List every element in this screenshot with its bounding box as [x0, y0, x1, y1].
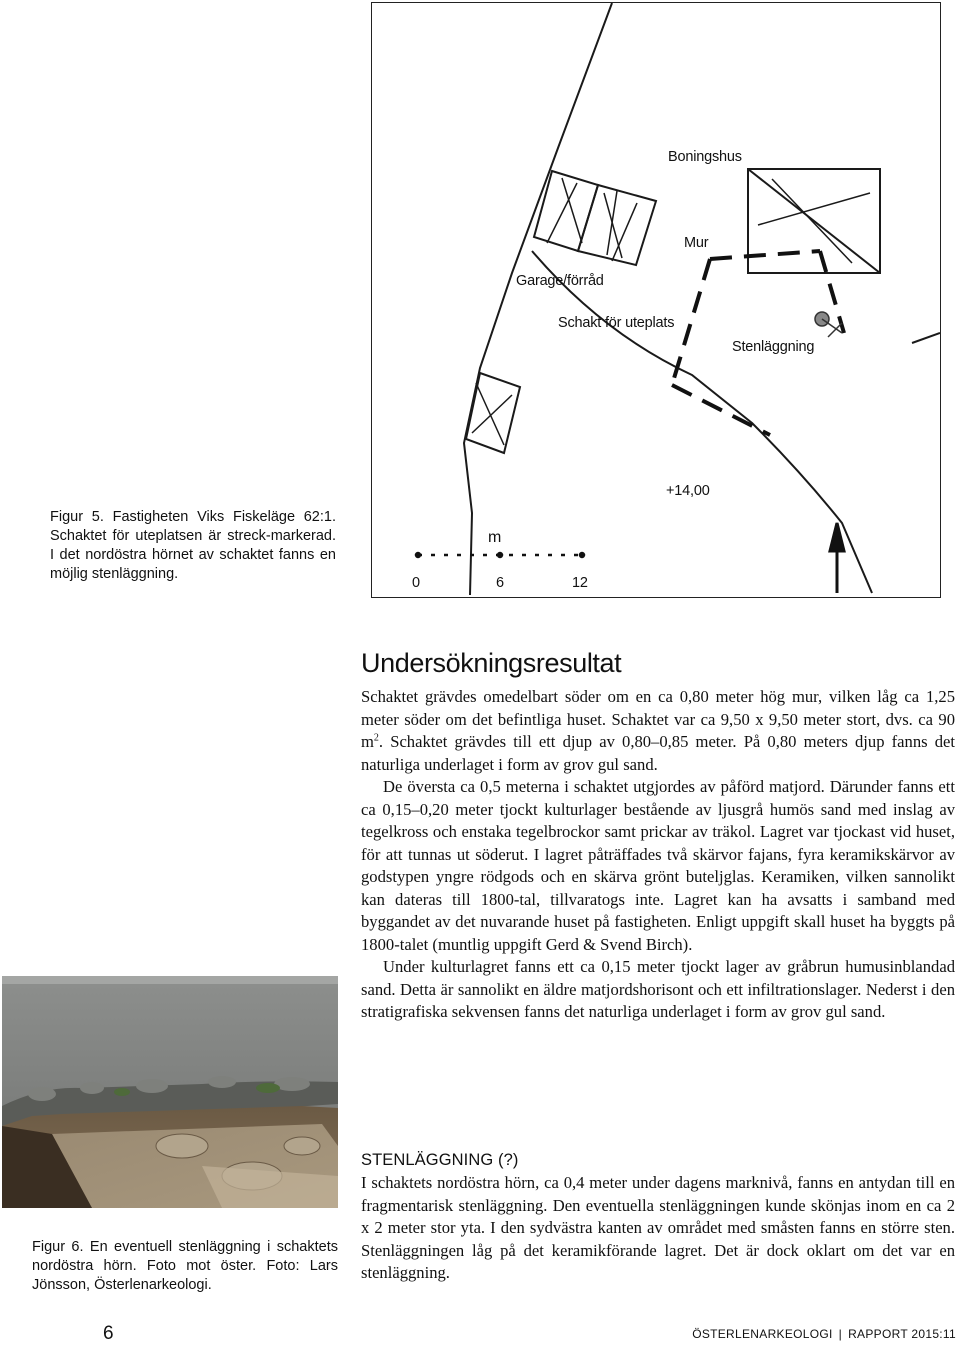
scale-tick-0: 0 [412, 575, 420, 591]
paving-marker [815, 312, 842, 337]
footer-separator: | [838, 1327, 843, 1341]
excavation-photo-drawing [2, 976, 338, 1208]
superscript: 2 [373, 732, 379, 744]
map-label-stenlaggning: Stenläggning [732, 339, 815, 355]
map-label-boningshus: Boningshus [668, 149, 742, 165]
subsection-paragraph: I schaktets nordöstra hörn, ca 0,4 meter under dagens marknivå, fanns en antydan till en fragmentarisk stenläggning. Den eventuella stenläggningen kunde skönjas inom en ca 2 x 2 meter stor yta. I den sydvästra kanten av området med småsten fanns en större sten. Stenläggningen låg på det keramikförande lagret. Det är dock oklart om det var en stenläggning. [361, 1173, 955, 1282]
scale-bar [416, 553, 584, 557]
north-arrow-icon [830, 523, 844, 593]
scale-unit: m [488, 529, 502, 546]
subsection-body [361, 1172, 955, 1285]
section-body [361, 686, 955, 1024]
running-footer [692, 1327, 956, 1341]
site-plan-map [371, 2, 941, 598]
footer-report: RAPPORT 2015:11 [848, 1327, 956, 1341]
paragraph-3: Under kulturlagret fanns ett ca 0,15 meter tjockt lager av gråbrun humusinblandad sand. Detta är sannolikt en äldre matjordshorisont och ett infiltrationslager. Nederst i den stratigrafiska sekvensen fanns det naturliga underlaget i form av grov gul sand. [361, 957, 955, 1021]
subsection-heading: STENLÄGGNING (?) [361, 1151, 519, 1169]
map-label-mur: Mur [684, 235, 709, 251]
map-label-garage: Garage/förråd [516, 273, 604, 289]
paragraph-1-part-b: . Schaktet grävdes till ett djup av 0,80–0,85 meter. På 0,80 meters djup fanns det naturliga underlaget i form av grov gul sand. [361, 732, 955, 774]
map-label-schakt: Schakt för uteplats [558, 315, 675, 331]
site-plan-drawing [372, 3, 940, 597]
section-heading: Undersökningsresultat [361, 648, 622, 678]
footer-publisher: ÖSTERLENARKEOLOGI [692, 1327, 833, 1341]
paragraph-2: De översta ca 0,5 meterna i schaktet utgjordes av påförd matjord. Därunder fanns ett ca 0,15–0,20 meter tjockt kulturlager bestående av ljusgrå humös sand med inslag av tegelkross och enstaka tegelbrockor samt prickar av träkol. Lagret var tjockast vid huset, för att tunnas ut söderut. I lagret påträffades två skärvor fajans, fyra keramikskärvor av godstypen yngre rödgods och en skärva grönt buteljglas. Keramiken, vilken sannolikt kan dateras till 1800-tal, tillvaratogs inte. Lagret kan ha avsatts i samband med byggandet av det nuvarande huset på fastigheten. Enligt uppgift skall huset ha byggts på 1800-talet (muntlig uppgift Gerd & Svend Birch). [361, 777, 955, 954]
scale-tick-6: 6 [496, 575, 504, 591]
figure-6-caption: Figur 6. En eventuell stenläggning i schaktets nordöstra hörn. Foto mot öster. Foto: Lars Jönsson, Österlenarkeologi. [32, 1239, 338, 1293]
shed-footprint [466, 373, 520, 453]
road-edge [532, 251, 872, 593]
figure-5-caption: Figur 5. Fastigheten Viks Fiskeläge 62:1. Schaktet för uteplatsen är streck-markerad. I det nordöstra hörnet av schaktet fanns en möjlig stenläggning. [50, 509, 336, 582]
garage-footprint [534, 171, 656, 265]
excavation-photo [2, 976, 338, 1208]
paragraph-1 [361, 686, 955, 776]
east-boundary [912, 333, 940, 343]
property-boundary [464, 3, 612, 595]
house-footprint [748, 169, 880, 273]
page-number: 6 [103, 1323, 114, 1344]
map-label-elevation: +14,00 [666, 483, 710, 499]
scale-tick-12: 12 [572, 575, 588, 591]
paragraph-1-part-a: Schaktet grävdes omedelbart söder om en ca 0,80 meter hög mur, vilken låg ca 1,25 meter söder om det befintliga huset. Schaktet var ca 9,50 x 9,50 meter stort, dvs. ca 90 m [361, 687, 955, 751]
